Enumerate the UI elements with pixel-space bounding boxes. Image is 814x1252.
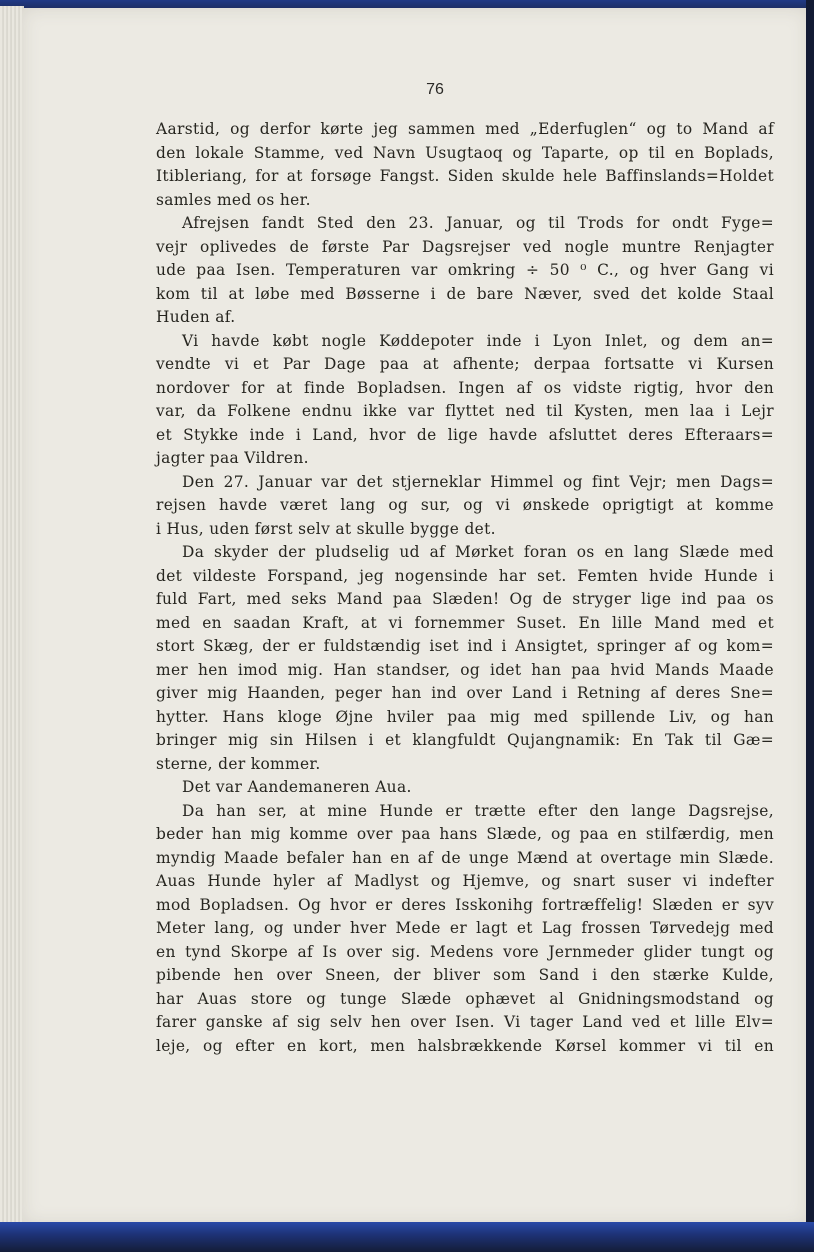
- text-line: Itibleriang, for at forsøge Fangst. Siden skulde hele Baffinslands=Holdet: [156, 167, 774, 185]
- page-number: 76: [426, 81, 444, 98]
- text-line: fuld Fart, med seks Mand paa Slæden! Og de stryger lige ind paa os: [156, 590, 774, 608]
- text-line: Da han ser, at mine Hunde er trætte efter den lange Dagsrejse,: [182, 801, 774, 820]
- text-line: vendte vi et Par Dage paa at afhente; derpaa fortsatte vi Kursen: [156, 355, 774, 373]
- text-line: nordover for at finde Bopladsen. Ingen af os vidste rigtig, hvor den: [156, 378, 774, 397]
- text-line: myndig Maade befaler han en af de unge Mænd at overtage min Slæde.: [156, 848, 774, 867]
- text-line: hytter. Hans kloge Øjne hviler paa mig med spillende Liv, og han: [156, 707, 774, 726]
- text-line: Den 27. Januar var det stjerneklar Himmel og fint Vejr; men Dags=: [182, 472, 774, 491]
- text-line: farer ganske af sig selv hen over Isen. Vi tager Land ved et lille Elv=: [156, 1013, 774, 1031]
- text-line: med en saadan Kraft, at vi fornemmer Suset. En lille Mand med et: [156, 613, 774, 632]
- text-line: leje, og efter en kort, men halsbrækkende Kørsel kommer vi til en: [156, 1036, 774, 1055]
- text-line: pibende hen over Sneen, der bliver som Sand i den stærke Kulde,: [156, 966, 774, 984]
- text-line: en tynd Skorpe af Is over sig. Medens vore Jernmeder glider tungt og: [156, 942, 774, 961]
- text-line: et Stykke inde i Land, hvor de lige havde afsluttet deres Efteraars=: [156, 425, 774, 444]
- text-line: mer hen imod mig. Han standser, og idet han paa hvid Mands Maade: [156, 660, 774, 679]
- text-line: stort Skæg, der er fuldstændig iset ind i Ansigtet, springer af og kom=: [156, 637, 774, 655]
- text-line: har Auas store og tunge Slæde ophævet al Gnidningsmodstand og: [156, 989, 774, 1008]
- book-cover-bottom: [0, 1222, 814, 1252]
- text-line: kom til at løbe med Bøsserne i de bare Næver, sved det kolde Staal: [156, 284, 774, 303]
- text-line: jagter paa Vildren.: [156, 449, 309, 467]
- text-line: giver mig Haanden, peger han ind over Land i Retning af deres Sne=: [156, 684, 774, 702]
- text-line: vejr oplivedes de første Par Dagsrejser ved nogle muntre Renjagter: [156, 237, 774, 256]
- page-edges: [0, 6, 24, 1230]
- text-line: Huden af.: [156, 308, 236, 326]
- text-line: Det var Aandemaneren Aua.: [182, 778, 412, 796]
- text-line: mod Bopladsen. Og hvor er deres Isskonihg fortræffelig! Slæden er syv: [156, 895, 774, 914]
- text-line: var, da Folkene endnu ikke var flyttet ned til Kysten, men laa i Lejr: [156, 402, 774, 420]
- text-line: Afrejsen fandt Sted den 23. Januar, og til Trods for ondt Fyge=: [182, 214, 774, 232]
- text-line: Aarstid, og derfor kørte jeg sammen med „Ederfuglen“ og to Mand af: [156, 120, 774, 138]
- book-cover-edge: [806, 0, 814, 1252]
- text-line: bringer mig sin Hilsen i et klangfuldt Qujangnamik: En Tak til Gæ=: [156, 731, 774, 749]
- text-line: samles med os her.: [156, 190, 311, 209]
- text-line: det vildeste Forspand, jeg nogensinde har set. Femten hvide Hunde i: [156, 566, 774, 585]
- text-line: den lokale Stamme, ved Navn Usugtaoq og Taparte, op til en Boplads,: [156, 143, 774, 162]
- text-line: ude paa Isen. Temperaturen var omkring ÷ 50 ⁰ C., og hver Gang vi: [156, 261, 774, 279]
- text-line: beder han mig komme over paa hans Slæde, og paa en stilfærdig, men: [156, 825, 774, 843]
- text-line: Auas Hunde hyler af Madlyst og Hjemve, og snart suser vi indefter: [156, 872, 774, 890]
- text-line: Meter lang, og under hver Mede er lagt et Lag frossen Tørvedejg med: [156, 919, 774, 937]
- book-page: [22, 8, 808, 1224]
- text-line: i Hus, uden først selv at skulle bygge det.: [156, 519, 496, 538]
- text-line: sterne, der kommer.: [156, 754, 321, 773]
- text-line: rejsen havde været lang og sur, og vi ønskede oprigtigt at komme: [156, 496, 774, 514]
- body-text: [156, 118, 774, 1058]
- text-line: Vi havde købt nogle Køddepoter inde i Lyon Inlet, og dem an=: [182, 331, 774, 350]
- text-line: Da skyder der pludselig ud af Mørket foran os en lang Slæde med: [182, 543, 774, 561]
